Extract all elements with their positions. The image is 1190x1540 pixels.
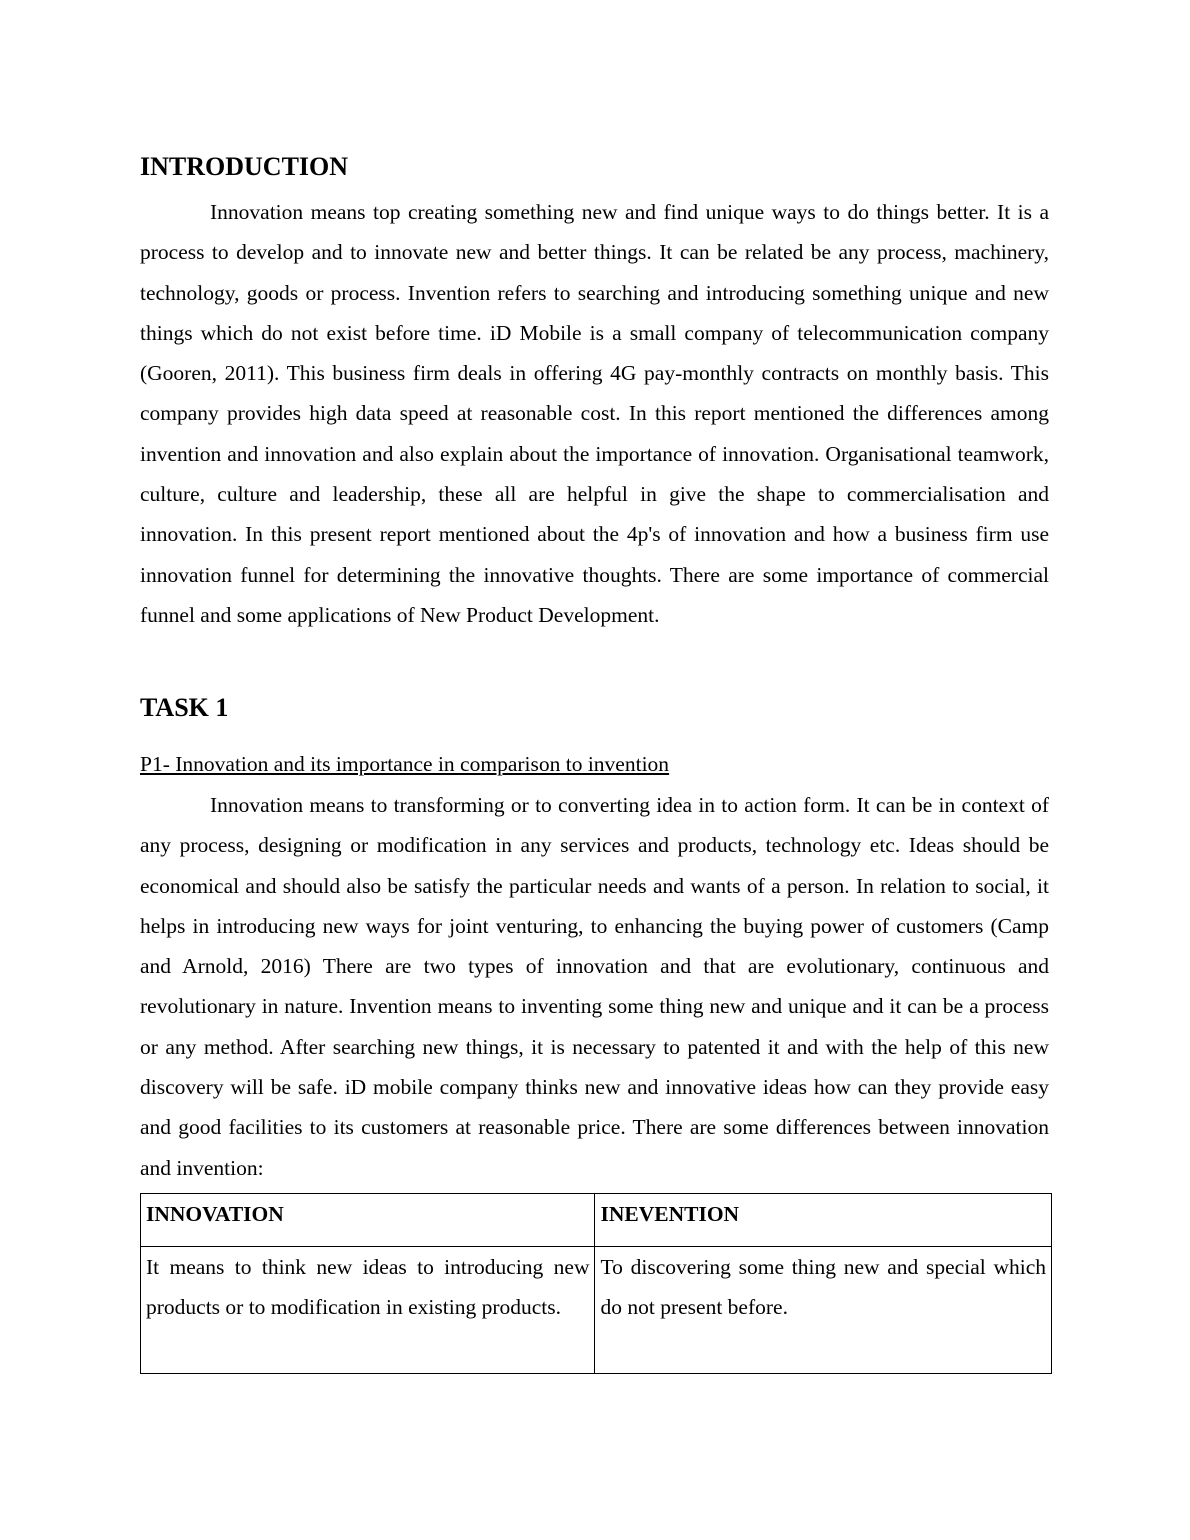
introduction-heading: INTRODUCTION (140, 152, 349, 181)
task1-subheading: P1- Innovation and its importance in comparison to invention (140, 752, 670, 776)
task1-heading: TASK 1 (140, 693, 229, 722)
table-row (141, 1247, 1052, 1374)
table-header-invention: INEVENTION (595, 1194, 1052, 1247)
table-header-row (141, 1194, 1052, 1247)
introduction-paragraph: Innovation means top creating something new and find unique ways to do things better. It is a process to develop and to innovate new and better things. It can be related be any process, machinery, technology, goods or process. Invention refers to searching and introducing something unique and new things which do not exist before time. iD Mobile is a small company of telecommunication company (Gooren, 2011). This business firm deals in offering 4G pay-monthly contracts on monthly basis. This company provides high data speed at reasonable cost. In this report mentioned the differences among invention and innovation and also explain about the importance of innovation. Organisational teamwork, culture, culture and leadership, these all are helpful in give the shape to commercialisation and innovation. In this present report mentioned about the 4p's of innovation and how a business firm use innovation funnel for determining the innovative thoughts. There are some importance of commercial funnel and some applications of New Product Development. (140, 200, 1049, 627)
table-cell-innovation: It means to think new ideas to introducing new products or to modification in existing products. (141, 1247, 595, 1374)
comparison-table (140, 1193, 1052, 1374)
table-cell-invention: To discovering some thing new and special which do not present before. (595, 1247, 1052, 1374)
task1-paragraph: Innovation means to transforming or to converting idea in to action form. It can be in context of any process, designing or modification in any services and products, technology etc. Ideas should be economical and should also be satisfy the particular needs and wants of a person. In relation to social, it helps in introducing new ways for joint venturing, to enhancing the buying power of customers (Camp and Arnold, 2016) There are two types of innovation and that are evolutionary, continuous and revolutionary in nature. Invention means to inventing some thing new and unique and it can be a process or any method. After searching new things, it is necessary to patented it and with the help of this new discovery will be safe. iD mobile company thinks new and innovative ideas how can they provide easy and good facilities to its customers at reasonable price. There are some differences between innovation and invention: (140, 793, 1049, 1180)
table-header-innovation: INNOVATION (141, 1194, 595, 1247)
